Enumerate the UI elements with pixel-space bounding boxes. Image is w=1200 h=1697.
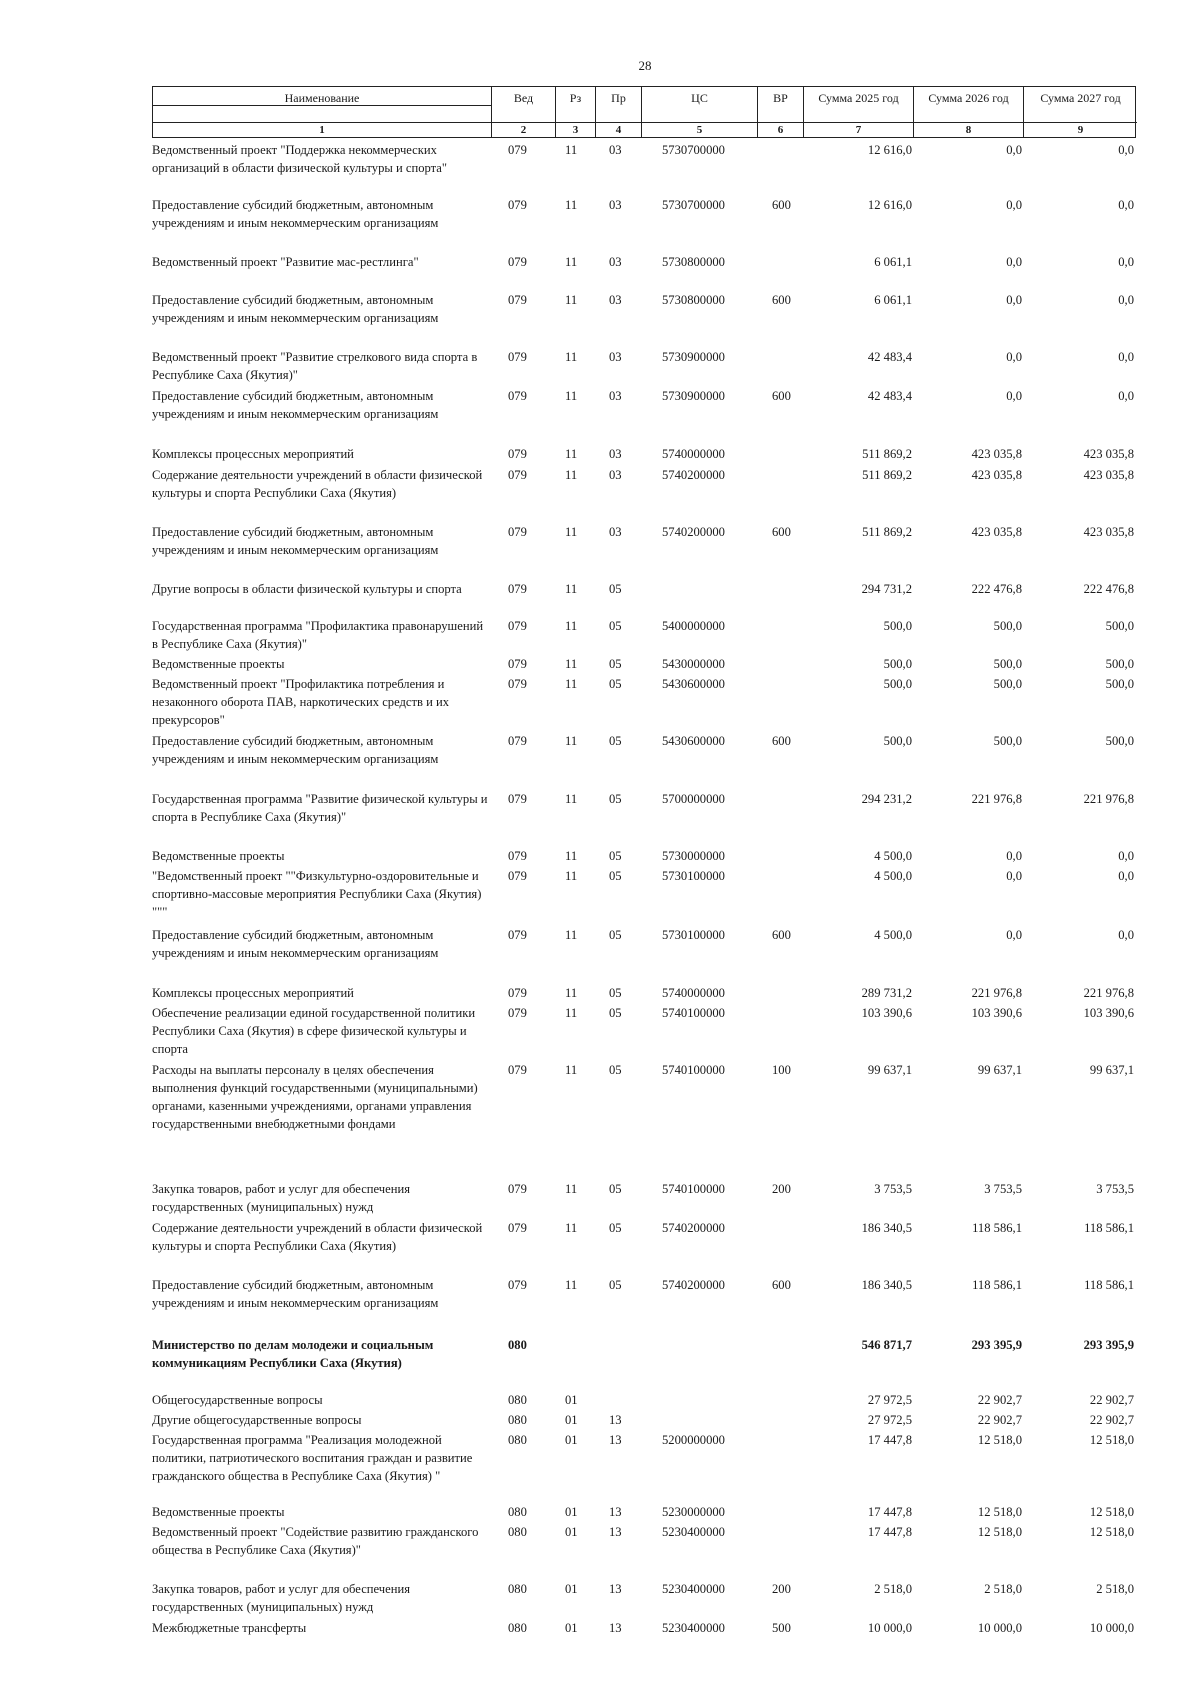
cell-s27: 0,0 bbox=[1118, 389, 1134, 403]
cell-pr: 05 bbox=[609, 1182, 622, 1196]
cell-name: Ведомственный проект "Профилактика потребления и незаконного оборота ПАВ, наркотических средств и их прекурсоров" bbox=[152, 677, 450, 727]
cell-ved: 079 bbox=[508, 619, 527, 633]
cell-s25: 500,0 bbox=[883, 677, 912, 691]
cell-rz: 11 bbox=[565, 849, 578, 863]
header-cell bbox=[491, 87, 555, 137]
cell-s26: 118 586,1 bbox=[972, 1221, 1022, 1235]
header-cell bbox=[641, 87, 757, 137]
cell-pr: 03 bbox=[609, 293, 622, 307]
cell-ved: 080 bbox=[508, 1525, 527, 1539]
cell-name: Предоставление субсидий бюджетным, автономным учреждениям и иным некоммерческим организациям bbox=[152, 389, 439, 421]
cell-rz: 11 bbox=[565, 468, 578, 482]
cell-ved: 080 bbox=[508, 1338, 527, 1352]
cell-s25: 186 340,5 bbox=[861, 1221, 912, 1235]
cell-s25: 12 616,0 bbox=[867, 198, 912, 212]
cell-rz: 11 bbox=[565, 447, 578, 461]
cell-ved: 079 bbox=[508, 350, 527, 364]
cell-s26: 12 518,0 bbox=[977, 1525, 1022, 1539]
cell-name: Ведомственный проект "Развитие мас-рестлинга" bbox=[152, 255, 419, 269]
cell-s27: 293 395,9 bbox=[1083, 1338, 1134, 1352]
cell-s27: 500,0 bbox=[1105, 734, 1134, 748]
header-cell bbox=[595, 87, 641, 137]
cell-ved: 080 bbox=[508, 1505, 527, 1519]
header-cell bbox=[803, 87, 913, 137]
cell-pr: 05 bbox=[609, 734, 622, 748]
cell-rz: 11 bbox=[565, 143, 578, 157]
cell-s25: 4 500,0 bbox=[874, 928, 912, 942]
cell-s27: 12 518,0 bbox=[1089, 1505, 1134, 1519]
cell-pr: 05 bbox=[609, 619, 622, 633]
cell-vr: 200 bbox=[772, 1182, 791, 1196]
header-number: 6 bbox=[758, 122, 803, 137]
cell-cs: 5730900000 bbox=[662, 350, 725, 364]
cell-s27: 10 000,0 bbox=[1089, 1621, 1134, 1635]
header-number: 2 bbox=[492, 122, 555, 137]
cell-s26: 0,0 bbox=[1006, 293, 1022, 307]
cell-name: Закупка товаров, работ и услуг для обеспечения государственных (муниципальных) нужд bbox=[152, 1582, 411, 1614]
cell-ved: 079 bbox=[508, 849, 527, 863]
cell-rz: 11 bbox=[565, 928, 578, 942]
cell-s25: 10 000,0 bbox=[867, 1621, 912, 1635]
cell-pr: 05 bbox=[609, 1006, 622, 1020]
cell-cs: 5430600000 bbox=[662, 734, 725, 748]
cell-s26: 423 035,8 bbox=[971, 447, 1022, 461]
cell-rz: 01 bbox=[565, 1621, 578, 1635]
cell-s26: 2 518,0 bbox=[984, 1582, 1022, 1596]
cell-vr: 600 bbox=[772, 525, 791, 539]
cell-rz: 11 bbox=[565, 734, 578, 748]
cell-s26: 0,0 bbox=[1006, 869, 1022, 883]
cell-pr: 03 bbox=[609, 468, 622, 482]
cell-s26: 0,0 bbox=[1006, 849, 1022, 863]
cell-s26: 0,0 bbox=[1006, 143, 1022, 157]
cell-s26: 22 902,7 bbox=[977, 1393, 1022, 1407]
cell-ved: 080 bbox=[508, 1433, 527, 1447]
cell-s25: 511 869,2 bbox=[862, 468, 912, 482]
cell-s27: 0,0 bbox=[1118, 143, 1134, 157]
cell-s27: 99 637,1 bbox=[1089, 1063, 1134, 1077]
cell-s27: 0,0 bbox=[1118, 350, 1134, 364]
cell-s25: 3 753,5 bbox=[874, 1182, 912, 1196]
cell-s26: 0,0 bbox=[1006, 389, 1022, 403]
cell-ved: 079 bbox=[508, 582, 527, 596]
cell-s27: 500,0 bbox=[1105, 657, 1134, 671]
cell-rz: 11 bbox=[565, 582, 578, 596]
cell-s27: 3 753,5 bbox=[1096, 1182, 1134, 1196]
cell-s27: 22 902,7 bbox=[1089, 1393, 1134, 1407]
cell-s25: 546 871,7 bbox=[861, 1338, 912, 1352]
cell-rz: 11 bbox=[565, 198, 578, 212]
cell-s27: 22 902,7 bbox=[1089, 1413, 1134, 1427]
cell-pr: 05 bbox=[609, 869, 622, 883]
cell-name: Предоставление субсидий бюджетным, автономным учреждениям и иным некоммерческим организациям bbox=[152, 1278, 439, 1310]
cell-s26: 12 518,0 bbox=[977, 1433, 1022, 1447]
cell-s25: 500,0 bbox=[883, 619, 912, 633]
header-cell bbox=[153, 87, 491, 137]
cell-ved: 079 bbox=[508, 1278, 527, 1292]
cell-name: Государственная программа "Развитие физической культуры и спорта в Республике Саха (Якутия)" bbox=[152, 792, 488, 824]
cell-cs: 5230400000 bbox=[662, 1621, 725, 1635]
cell-s26: 500,0 bbox=[993, 677, 1022, 691]
cell-s27: 118 586,1 bbox=[1084, 1278, 1134, 1292]
cell-pr: 03 bbox=[609, 143, 622, 157]
cell-s25: 4 500,0 bbox=[874, 869, 912, 883]
cell-vr: 100 bbox=[772, 1063, 791, 1077]
cell-s26: 12 518,0 bbox=[977, 1505, 1022, 1519]
header-label: Вед bbox=[513, 91, 534, 105]
cell-s26: 222 476,8 bbox=[971, 582, 1022, 596]
cell-rz: 11 bbox=[565, 677, 578, 691]
cell-ved: 079 bbox=[508, 657, 527, 671]
cell-cs: 5740200000 bbox=[662, 1278, 725, 1292]
cell-rz: 11 bbox=[565, 869, 578, 883]
cell-s25: 511 869,2 bbox=[862, 447, 912, 461]
cell-name: Государственная программа "Реализация молодежной политики, патриотического воспитания граждан и развитие гражданского общества в Республике Саха (Якутия) " bbox=[152, 1433, 473, 1483]
cell-ved: 079 bbox=[508, 1063, 527, 1077]
cell-cs: 5740200000 bbox=[662, 1221, 725, 1235]
cell-pr: 03 bbox=[609, 350, 622, 364]
cell-ved: 079 bbox=[508, 928, 527, 942]
header-cell bbox=[1023, 87, 1137, 137]
cell-s27: 118 586,1 bbox=[1084, 1221, 1134, 1235]
cell-cs: 5700000000 bbox=[662, 792, 725, 806]
cell-s25: 6 061,1 bbox=[874, 255, 912, 269]
cell-s25: 27 972,5 bbox=[867, 1413, 912, 1427]
cell-rz: 11 bbox=[565, 792, 578, 806]
cell-ved: 079 bbox=[508, 734, 527, 748]
cell-s27: 0,0 bbox=[1118, 928, 1134, 942]
cell-cs: 5740100000 bbox=[662, 1006, 725, 1020]
cell-s27: 12 518,0 bbox=[1089, 1433, 1134, 1447]
cell-name: Ведомственные проекты bbox=[152, 657, 285, 671]
header-number: 3 bbox=[556, 122, 595, 137]
cell-vr: 600 bbox=[772, 198, 791, 212]
cell-vr: 600 bbox=[772, 293, 791, 307]
cell-s26: 500,0 bbox=[993, 734, 1022, 748]
cell-pr: 05 bbox=[609, 928, 622, 942]
cell-s26: 3 753,5 bbox=[984, 1182, 1022, 1196]
cell-name: Общегосударственные вопросы bbox=[152, 1393, 323, 1407]
cell-pr: 05 bbox=[609, 849, 622, 863]
cell-name: Обеспечение реализации единой государственной политики Республики Саха (Якутия) в сфере физической культуры и спорта bbox=[152, 1006, 476, 1056]
cell-cs: 5740200000 bbox=[662, 525, 725, 539]
cell-s26: 423 035,8 bbox=[971, 525, 1022, 539]
cell-cs: 5730800000 bbox=[662, 293, 725, 307]
cell-s25: 17 447,8 bbox=[867, 1433, 912, 1447]
table-header bbox=[152, 86, 1136, 138]
cell-name: Предоставление субсидий бюджетным, автономным учреждениям и иным некоммерческим организациям bbox=[152, 198, 439, 230]
cell-s26: 99 637,1 bbox=[977, 1063, 1022, 1077]
cell-s25: 42 483,4 bbox=[867, 389, 912, 403]
header-number: 4 bbox=[596, 122, 641, 137]
cell-s26: 10 000,0 bbox=[977, 1621, 1022, 1635]
cell-s26: 293 395,9 bbox=[971, 1338, 1022, 1352]
cell-s25: 289 731,2 bbox=[861, 986, 912, 1000]
cell-cs: 5740000000 bbox=[662, 986, 725, 1000]
cell-s27: 423 035,8 bbox=[1083, 525, 1134, 539]
cell-pr: 05 bbox=[609, 657, 622, 671]
cell-ved: 079 bbox=[508, 869, 527, 883]
cell-rz: 11 bbox=[565, 1278, 578, 1292]
cell-s25: 42 483,4 bbox=[867, 350, 912, 364]
cell-s26: 221 976,8 bbox=[971, 986, 1022, 1000]
cell-ved: 080 bbox=[508, 1621, 527, 1635]
cell-cs: 5740100000 bbox=[662, 1182, 725, 1196]
cell-pr: 05 bbox=[609, 986, 622, 1000]
cell-pr: 13 bbox=[609, 1525, 622, 1539]
cell-s25: 6 061,1 bbox=[874, 293, 912, 307]
cell-name: Ведомственные проекты bbox=[152, 1505, 285, 1519]
cell-ved: 079 bbox=[508, 792, 527, 806]
header-number: 7 bbox=[804, 122, 913, 137]
cell-pr: 03 bbox=[609, 255, 622, 269]
cell-rz: 11 bbox=[565, 255, 578, 269]
cell-name: Другие общегосударственные вопросы bbox=[152, 1413, 362, 1427]
cell-vr: 200 bbox=[772, 1582, 791, 1596]
cell-name: Комплексы процессных мероприятий bbox=[152, 986, 354, 1000]
cell-rz: 11 bbox=[565, 1182, 578, 1196]
cell-s25: 2 518,0 bbox=[874, 1582, 912, 1596]
cell-s25: 12 616,0 bbox=[867, 143, 912, 157]
cell-s27: 0,0 bbox=[1118, 198, 1134, 212]
cell-cs: 5730100000 bbox=[662, 928, 725, 942]
cell-s26: 0,0 bbox=[1006, 350, 1022, 364]
cell-ved: 079 bbox=[508, 198, 527, 212]
cell-cs: 5230400000 bbox=[662, 1525, 725, 1539]
cell-s25: 103 390,6 bbox=[861, 1006, 912, 1020]
cell-vr: 500 bbox=[772, 1621, 791, 1635]
cell-rz: 01 bbox=[565, 1413, 578, 1427]
cell-ved: 080 bbox=[508, 1393, 527, 1407]
header-number: 1 bbox=[153, 122, 491, 137]
cell-rz: 01 bbox=[565, 1433, 578, 1447]
cell-ved: 079 bbox=[508, 447, 527, 461]
header-number: 8 bbox=[914, 122, 1023, 137]
cell-rz: 01 bbox=[565, 1505, 578, 1519]
cell-s25: 500,0 bbox=[883, 734, 912, 748]
cell-s27: 0,0 bbox=[1118, 849, 1134, 863]
cell-s26: 0,0 bbox=[1006, 198, 1022, 212]
cell-s25: 17 447,8 bbox=[867, 1525, 912, 1539]
cell-s25: 500,0 bbox=[883, 657, 912, 671]
cell-name: Министерство по делам молодежи и социальным коммуникациям Республики Саха (Якутия) bbox=[152, 1338, 434, 1370]
cell-name: Межбюджетные трансферты bbox=[152, 1621, 307, 1635]
cell-rz: 11 bbox=[565, 293, 578, 307]
cell-s26: 221 976,8 bbox=[971, 792, 1022, 806]
cell-s27: 222 476,8 bbox=[1083, 582, 1134, 596]
cell-pr: 05 bbox=[609, 677, 622, 691]
header-number: 9 bbox=[1024, 122, 1137, 137]
cell-ved: 079 bbox=[508, 468, 527, 482]
cell-cs: 5740200000 bbox=[662, 468, 725, 482]
cell-cs: 5430000000 bbox=[662, 657, 725, 671]
cell-cs: 5740000000 bbox=[662, 447, 725, 461]
cell-rz: 11 bbox=[565, 657, 578, 671]
cell-cs: 5400000000 bbox=[662, 619, 725, 633]
cell-name: Содержание деятельности учреждений в области физической культуры и спорта Республики Саха (Якутия) bbox=[152, 468, 483, 500]
cell-ved: 079 bbox=[508, 1006, 527, 1020]
cell-rz: 11 bbox=[565, 525, 578, 539]
cell-s27: 221 976,8 bbox=[1083, 986, 1134, 1000]
cell-rz: 01 bbox=[565, 1393, 578, 1407]
cell-s25: 294 731,2 bbox=[861, 582, 912, 596]
cell-cs: 5200000000 bbox=[662, 1433, 725, 1447]
cell-pr: 05 bbox=[609, 1278, 622, 1292]
header-label: ВР bbox=[773, 91, 788, 105]
cell-rz: 11 bbox=[565, 986, 578, 1000]
header-label: Рз bbox=[569, 91, 582, 105]
cell-s27: 103 390,6 bbox=[1083, 1006, 1134, 1020]
cell-name: Расходы на выплаты персоналу в целях обеспечения выполнения функций государственными (муниципальными) органами, казенными учреждениями, органами управления государственными внебюджетными фондами bbox=[152, 1063, 478, 1131]
cell-s27: 0,0 bbox=[1118, 293, 1134, 307]
cell-s25: 4 500,0 bbox=[874, 849, 912, 863]
cell-name: Ведомственный проект "Поддержка некоммерческих организаций в области физической культуры и спорта" bbox=[152, 143, 448, 175]
cell-cs: 5730700000 bbox=[662, 143, 725, 157]
cell-ved: 080 bbox=[508, 1413, 527, 1427]
cell-name: Предоставление субсидий бюджетным, автономным учреждениям и иным некоммерческим организациям bbox=[152, 293, 439, 325]
cell-cs: 5730900000 bbox=[662, 389, 725, 403]
header-label: Пр bbox=[611, 91, 626, 105]
header-label: ЦС bbox=[691, 91, 708, 105]
cell-pr: 05 bbox=[609, 1221, 622, 1235]
cell-ved: 079 bbox=[508, 986, 527, 1000]
cell-pr: 13 bbox=[609, 1621, 622, 1635]
cell-pr: 13 bbox=[609, 1413, 622, 1427]
cell-s27: 0,0 bbox=[1118, 255, 1134, 269]
cell-rz: 11 bbox=[565, 1221, 578, 1235]
cell-s27: 500,0 bbox=[1105, 677, 1134, 691]
header-label: Сумма 2025 год bbox=[818, 91, 899, 105]
cell-s27: 221 976,8 bbox=[1083, 792, 1134, 806]
cell-ved: 080 bbox=[508, 1582, 527, 1596]
cell-s27: 423 035,8 bbox=[1083, 447, 1134, 461]
cell-rz: 11 bbox=[565, 1063, 578, 1077]
cell-s27: 0,0 bbox=[1118, 869, 1134, 883]
cell-name: Ведомственные проекты bbox=[152, 849, 285, 863]
cell-s26: 0,0 bbox=[1006, 255, 1022, 269]
cell-s26: 22 902,7 bbox=[977, 1413, 1022, 1427]
cell-vr: 600 bbox=[772, 928, 791, 942]
cell-s26: 500,0 bbox=[993, 619, 1022, 633]
cell-ved: 079 bbox=[508, 525, 527, 539]
cell-pr: 05 bbox=[609, 1063, 622, 1077]
cell-s26: 423 035,8 bbox=[971, 468, 1022, 482]
cell-cs: 5430600000 bbox=[662, 677, 725, 691]
cell-name: Другие вопросы в области физической культуры и спорта bbox=[152, 582, 462, 596]
cell-name: Ведомственный проект "Содействие развитию гражданского общества в Республике Саха (Якутия)" bbox=[152, 1525, 479, 1557]
cell-cs: 5230400000 bbox=[662, 1582, 725, 1596]
cell-ved: 079 bbox=[508, 389, 527, 403]
cell-cs: 5230000000 bbox=[662, 1505, 725, 1519]
cell-name: Ведомственный проект "Развитие стрелкового вида спорта в Республике Саха (Якутия)" bbox=[152, 350, 478, 382]
cell-cs: 5730700000 bbox=[662, 198, 725, 212]
cell-name: Государственная программа "Профилактика правонарушений в Республике Саха (Якутия)" bbox=[152, 619, 484, 651]
cell-s27: 2 518,0 bbox=[1096, 1582, 1134, 1596]
cell-name: Закупка товаров, работ и услуг для обеспечения государственных (муниципальных) нужд bbox=[152, 1182, 411, 1214]
cell-s25: 186 340,5 bbox=[861, 1278, 912, 1292]
cell-rz: 11 bbox=[565, 619, 578, 633]
header-cell bbox=[757, 87, 803, 137]
cell-ved: 079 bbox=[508, 1182, 527, 1196]
cell-rz: 01 bbox=[565, 1525, 578, 1539]
cell-name: Содержание деятельности учреждений в области физической культуры и спорта Республики Саха (Якутия) bbox=[152, 1221, 483, 1253]
header-label: Сумма 2027 год bbox=[1040, 91, 1121, 105]
cell-pr: 13 bbox=[609, 1505, 622, 1519]
cell-ved: 079 bbox=[508, 255, 527, 269]
cell-ved: 079 bbox=[508, 293, 527, 307]
cell-pr: 03 bbox=[609, 198, 622, 212]
cell-pr: 03 bbox=[609, 389, 622, 403]
cell-pr: 13 bbox=[609, 1582, 622, 1596]
cell-pr: 05 bbox=[609, 582, 622, 596]
cell-vr: 600 bbox=[772, 1278, 791, 1292]
cell-rz: 11 bbox=[565, 350, 578, 364]
cell-s26: 103 390,6 bbox=[971, 1006, 1022, 1020]
cell-s25: 17 447,8 bbox=[867, 1505, 912, 1519]
cell-s26: 118 586,1 bbox=[972, 1278, 1022, 1292]
header-label: Сумма 2026 год bbox=[928, 91, 1009, 105]
header-number: 5 bbox=[642, 122, 757, 137]
cell-cs: 5730100000 bbox=[662, 869, 725, 883]
cell-pr: 03 bbox=[609, 525, 622, 539]
cell-s25: 27 972,5 bbox=[867, 1393, 912, 1407]
cell-name: Предоставление субсидий бюджетным, автономным учреждениям и иным некоммерческим организациям bbox=[152, 928, 439, 960]
cell-ved: 079 bbox=[508, 1221, 527, 1235]
cell-rz: 01 bbox=[565, 1582, 578, 1596]
cell-cs: 5730800000 bbox=[662, 255, 725, 269]
cell-s26: 500,0 bbox=[993, 657, 1022, 671]
header-cell bbox=[913, 87, 1023, 137]
cell-cs: 5740100000 bbox=[662, 1063, 725, 1077]
cell-pr: 03 bbox=[609, 447, 622, 461]
cell-s27: 423 035,8 bbox=[1083, 468, 1134, 482]
cell-name: Комплексы процессных мероприятий bbox=[152, 447, 354, 461]
cell-pr: 05 bbox=[609, 792, 622, 806]
header-label: Наименование bbox=[284, 91, 360, 105]
header-cell bbox=[555, 87, 595, 137]
cell-cs: 5730000000 bbox=[662, 849, 725, 863]
cell-s26: 0,0 bbox=[1006, 928, 1022, 942]
page-number: 28 bbox=[638, 58, 652, 73]
cell-name: Предоставление субсидий бюджетным, автономным учреждениям и иным некоммерческим организациям bbox=[152, 525, 439, 557]
cell-vr: 600 bbox=[772, 734, 791, 748]
cell-s25: 99 637,1 bbox=[867, 1063, 912, 1077]
cell-s25: 511 869,2 bbox=[862, 525, 912, 539]
cell-ved: 079 bbox=[508, 677, 527, 691]
cell-name: Предоставление субсидий бюджетным, автономным учреждениям и иным некоммерческим организациям bbox=[152, 734, 439, 766]
cell-pr: 13 bbox=[609, 1433, 622, 1447]
cell-s25: 294 231,2 bbox=[861, 792, 912, 806]
cell-vr: 600 bbox=[772, 389, 791, 403]
cell-rz: 11 bbox=[565, 389, 578, 403]
cell-rz: 11 bbox=[565, 1006, 578, 1020]
cell-s27: 12 518,0 bbox=[1089, 1525, 1134, 1539]
cell-name: "Ведомственный проект ""Физкультурно-оздоровительные и спортивно-массовые мероприятия Республики Саха (Якутия) """ bbox=[152, 869, 482, 919]
cell-ved: 079 bbox=[508, 143, 527, 157]
cell-s27: 500,0 bbox=[1105, 619, 1134, 633]
